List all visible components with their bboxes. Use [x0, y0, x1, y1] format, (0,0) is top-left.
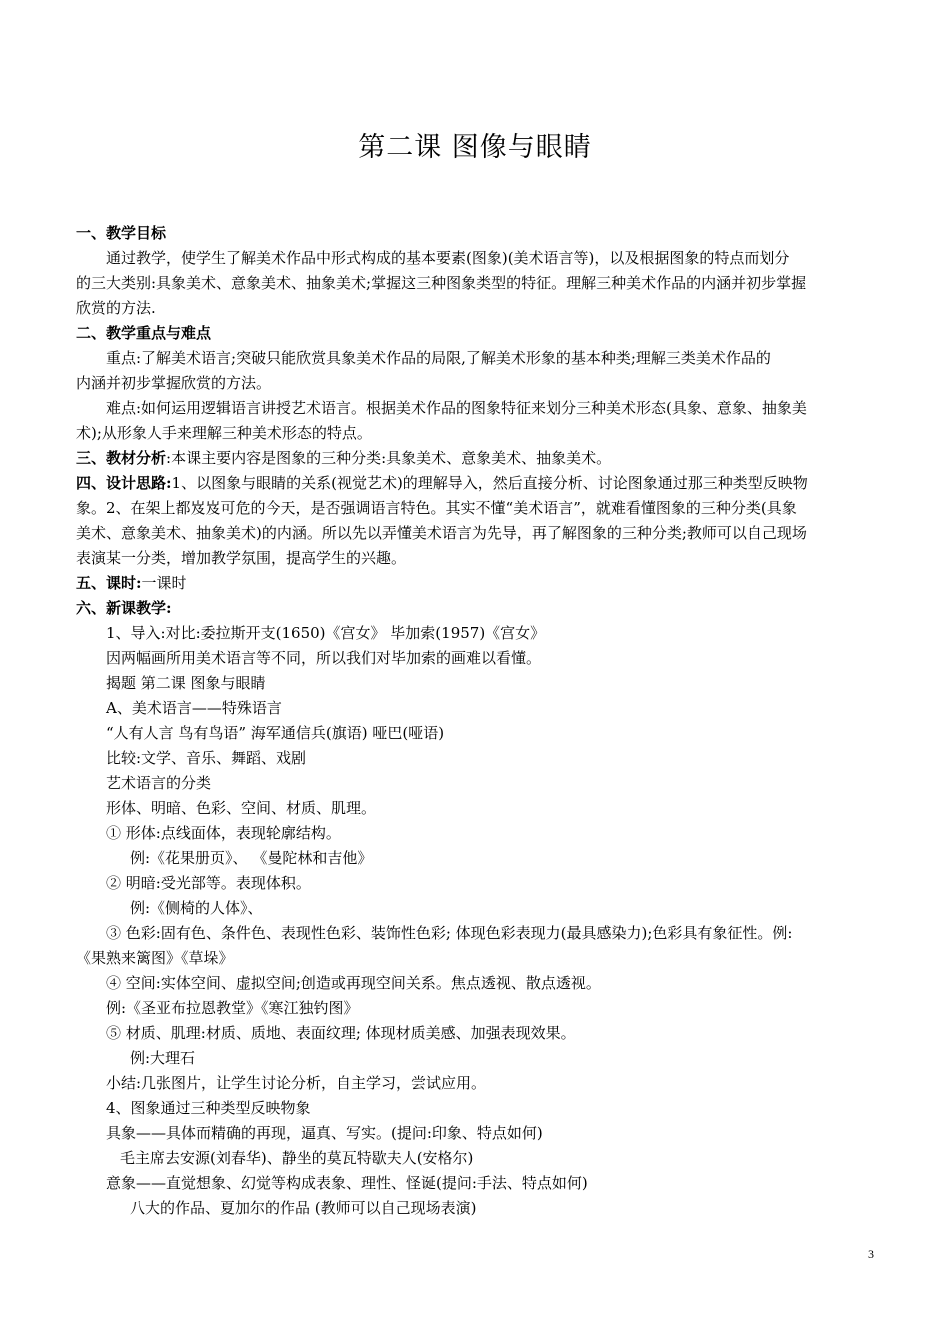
section-line-material-analysis	[76, 446, 878, 471]
section-heading-design-idea: 四、设计思路:	[76, 474, 172, 492]
section-text: 一课时	[141, 574, 187, 592]
paragraph-line: “人有人言 鸟有鸟语” 海军通信兵(旗语) 哑巴(哑语)	[106, 724, 445, 742]
paragraph-line: 象。2、在架上都岌岌可危的今天，是否强调语言特色。其实不懂“美术语言”，就难看懂图象的三种分类(具象	[76, 499, 797, 517]
paragraph-line: 比较:文学、音乐、舞蹈、戏剧	[106, 749, 307, 767]
paragraph-line: 具象——具体而精确的再现，逼真、写实。(提问:印象、特点如何)	[106, 1124, 543, 1142]
paragraph-line: 美术、意象美术、抽象美术)的内涵。所以先以弄懂美术语言为先导，再了解图象的三种分类;教师可以自己现场	[76, 524, 807, 542]
section-text: 1、以图象与眼睛的关系(视觉艺术)的理解导入，然后直接分析、讨论图象通过那三种类型反映物	[171, 474, 808, 492]
list-item: ① 形体:点线面体，表现轮廓结构。	[106, 824, 341, 842]
paragraph-line: 术);从形象人手来理解三种美术形态的特点。	[76, 424, 372, 442]
page-number: 3	[868, 1247, 874, 1261]
list-item: ③ 色彩:固有色、条件色、表现性色彩、装饰性色彩; 体现色彩表现力(最具感染力);色彩具有象征性。例:	[106, 924, 793, 942]
paragraph-line: 小结:几张图片，让学生讨论分析，自主学习，尝试应用。	[106, 1074, 487, 1092]
section-line-new-lesson	[76, 596, 878, 621]
paragraph-line: 通过教学，使学生了解美术作品中形式构成的基本要素(图象)(美术语言等)，以及根据图象的特点而划分	[106, 249, 790, 267]
paragraph-line: 的三大类别:具象美术、意象美术、抽象美术;掌握这三种图象类型的特征。理解三种美术作品的内涵并初步掌握	[76, 274, 807, 292]
paragraph-line: 艺术语言的分类	[106, 774, 212, 792]
paragraph-line: 内涵并初步掌握欣赏的方法。	[76, 374, 272, 392]
paragraph-line: 八大的作品、夏加尔的作品 (教师可以自己现场表演)	[130, 1199, 477, 1217]
section-heading-new-lesson: 六、新课教学:	[76, 599, 172, 617]
paragraph-line: 揭题 第二课 图象与眼睛	[106, 674, 266, 692]
list-item: ② 明暗:受光部等。表现体积。	[106, 874, 311, 892]
paragraph-line: 毛主席去安源(刘春华)、静坐的莫瓦特歇夫人(安格尔)	[120, 1149, 474, 1167]
section-heading-objectives: 一、教学目标	[76, 224, 167, 242]
section-heading-key-points: 二、教学重点与难点	[76, 324, 212, 342]
section-text: :本课主要内容是图象的三种分类:具象美术、意象美术、抽象美术。	[166, 449, 612, 467]
section-line-design-idea	[76, 471, 878, 496]
paragraph-line: 《果熟来篱图》《草垛》	[76, 949, 234, 967]
section-heading-material-analysis: 三、教材分析	[76, 449, 167, 467]
list-item-example: 例:大理石	[130, 1049, 196, 1067]
section-line-class-hours	[76, 571, 878, 596]
paragraph-line: 欣赏的方法.	[76, 299, 156, 317]
paragraph-line: 1、导入:对比:委拉斯开支(1650)《宫女》 毕加索(1957)《宫女》	[106, 624, 546, 642]
list-item: ④ 空间:实体空间、虚拟空间;创造或再现空间关系。焦点透视、散点透视。	[106, 974, 601, 992]
paragraph-line: 意象——直觉想象、幻觉等构成表象、理性、怪诞(提问:手法、特点如何)	[106, 1174, 588, 1192]
paragraph-line: 因两幅画所用美术语言等不同，所以我们对毕加索的画难以看懂。	[106, 649, 542, 667]
paragraph-line: 难点:如何运用逻辑语言讲授艺术语言。根据美术作品的图象特征来划分三种美术形态(具象、意象、抽象美	[106, 399, 807, 417]
paragraph-line: A、美术语言——特殊语言	[106, 699, 282, 717]
paragraph-line: 4、图象通过三种类型反映物象	[106, 1099, 311, 1117]
paragraph-line: 重点:了解美术语言;突破只能欣赏具象美术作品的局限,了解美术形象的基本种类;理解三类美术作品的	[106, 349, 771, 367]
list-item: ⑤ 材质、肌理:材质、质地、表面纹理; 体现材质美感、加强表现效果。	[106, 1024, 576, 1042]
page-title: 第二课 图像与眼睛	[358, 132, 592, 163]
list-item-example: 例:《侧椅的人体》、	[130, 899, 263, 917]
document-body	[76, 221, 878, 1221]
paragraph-line: 形体、明暗、色彩、空间、材质、肌理。	[106, 799, 377, 817]
paragraph-line: 表演某一分类，增加教学氛围，提高学生的兴趣。	[76, 549, 407, 567]
list-item-example: 例:《圣亚布拉恩教堂》《寒江独钓图》	[106, 999, 359, 1017]
section-heading-class-hours: 五、课时:	[76, 574, 142, 592]
list-item-example: 例:《花果册页》、 《曼陀林和吉他》	[130, 849, 373, 867]
